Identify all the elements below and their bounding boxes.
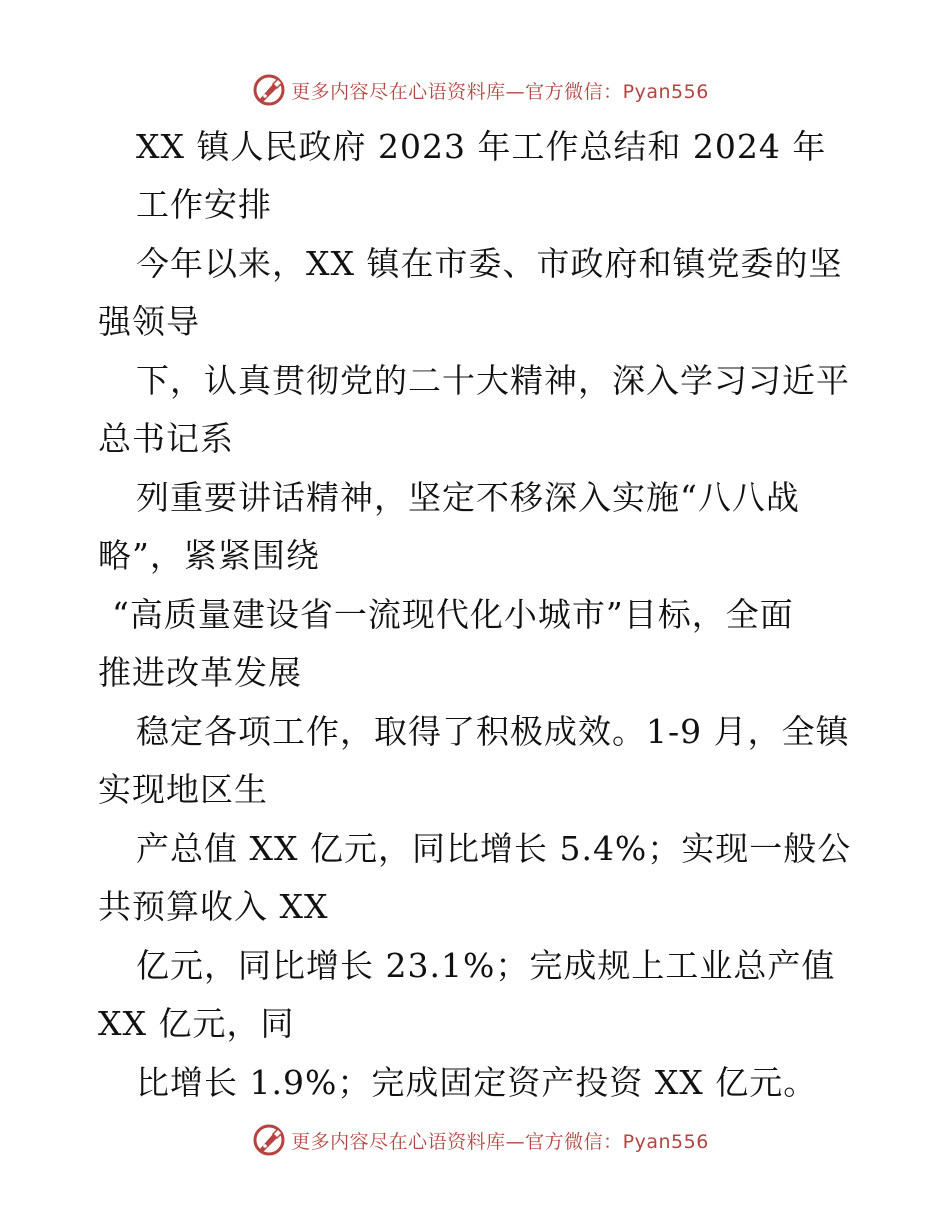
paragraph-line: 实现地区生	[98, 770, 268, 809]
footer-watermark-text: 更多内容尽在心语资料库—官方微信：Pyan556	[291, 1130, 709, 1153]
header-watermark-text: 更多内容尽在心语资料库—官方微信：Pyan556	[291, 80, 709, 103]
paragraph-line: 总书记系	[98, 419, 234, 458]
paragraph-line: 下，认真贯彻党的二十大精神，深入学习习近平	[136, 361, 850, 400]
paragraph-line: 今年以来，XX 镇在市委、市政府和镇党委的坚	[136, 244, 843, 283]
document-title-line-1: XX 镇人民政府 2023 年工作总结和 2024 年	[136, 127, 827, 166]
footer-watermark	[0, 1120, 950, 1160]
paragraph-line: 产总值 XX 亿元，同比增长 5.4%；实现一般公	[136, 829, 852, 868]
paragraph-line: 比增长 1.9%；完成固定资产投资 XX 亿元。	[136, 1063, 818, 1102]
fountain-pen-logo-icon	[251, 1122, 287, 1158]
paragraph-line: 列重要讲话精神，坚定不移深入实施“八八战	[136, 478, 800, 517]
paragraph-line: 亿元，同比增长 23.1%；完成规上工业总产值	[136, 946, 836, 985]
paragraph-line: 略”，紧紧围绕	[98, 536, 320, 575]
document-title-line-2: 工作安排	[136, 185, 272, 224]
paragraph-line: “高质量建设省一流现代化小城市”目标，全面	[112, 595, 794, 634]
paragraph-line: XX 亿元，同	[98, 1004, 295, 1043]
header-watermark	[0, 70, 950, 110]
fountain-pen-logo-icon	[251, 72, 287, 108]
paragraph-line: 稳定各项工作，取得了积极成效。1-9 月，全镇	[136, 712, 850, 751]
paragraph-line: 推进改革发展	[98, 653, 302, 692]
paragraph-line: 强领导	[98, 302, 200, 341]
paragraph-line: 共预算收入 XX	[98, 887, 329, 926]
